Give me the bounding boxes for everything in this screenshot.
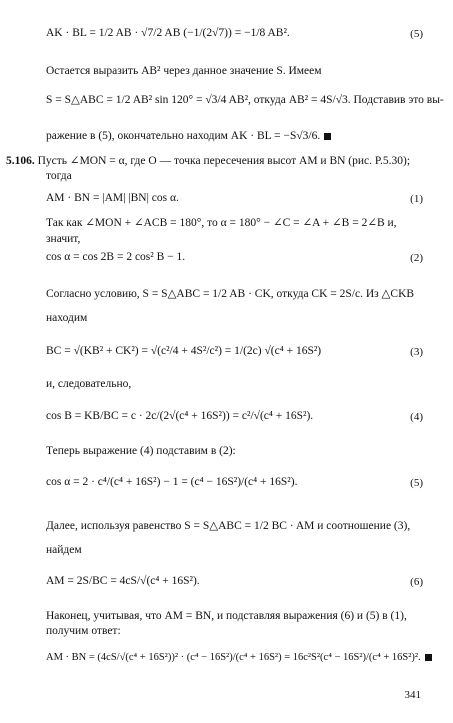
equation-line: AM · BN = (4cS/√(c⁴ + 16S²))² · (c⁴ − 16S²)/(c⁴ + 16S²) = 16c²S²(c⁴ − 16S²)/(c⁴ + 16S²)².	[46, 653, 432, 664]
text-line: тогда	[46, 170, 72, 182]
text-line: Далее, используя равенство S = S△ABC = 1/2 BC · AM и соотношение (3),	[46, 520, 411, 532]
text-line: находим	[46, 312, 88, 324]
text-line: Остается выразить AB² через данное значение S. Имеем	[46, 65, 322, 77]
equation-line: AK · BL = 1/2 AB · √7/2 AB (−1/(2√7)) = −1/8 AB².	[46, 27, 290, 39]
equation-number: (1)	[410, 193, 423, 205]
equation-line: BC = √(KB² + CK²) = √(c²/4 + 4S²/c²) = 1/(2c) √(c⁴ + 16S²)	[46, 345, 322, 357]
problem-start-line: 5.106. Пусть ∠MON = α, где O — точка пересечения высот AM и BN (рис. P.5.30);	[6, 155, 411, 167]
qed-square-icon	[324, 133, 331, 140]
equation-line: cos B = KB/BC = c · 2c/(2√(c⁴ + 16S²)) = c²/√(c⁴ + 16S²).	[46, 410, 314, 422]
text-line: найдем	[46, 544, 82, 556]
problem-number: 5.106.	[6, 155, 35, 167]
equation-number: (5)	[410, 477, 423, 489]
equation-number: (3)	[410, 346, 423, 358]
equation-number: (6)	[410, 576, 423, 588]
page-number: 341	[404, 689, 421, 701]
equation-line: cos α = 2 · c⁴/(c⁴ + 16S²) − 1 = (c⁴ − 16S²)/(c⁴ + 16S²).	[46, 476, 298, 488]
equation-number: (4)	[410, 411, 423, 423]
equation-number: (2)	[410, 252, 423, 264]
text-line: ражение в (5), окончательно находим AK · BL = −S√3/6.	[46, 131, 331, 143]
equation-number: (5)	[410, 28, 423, 40]
text-line: Теперь выражение (4) подставим в (2):	[46, 445, 236, 457]
text-line: получим ответ:	[46, 625, 121, 637]
qed-square-icon	[425, 654, 432, 661]
text-line: значит,	[46, 233, 81, 245]
text-line: Так как ∠MON + ∠ACB = 180°, то α = 180° − ∠C = ∠A + ∠B = 2∠B и,	[46, 217, 397, 229]
text-line: Согласно условию, S = S△ABC = 1/2 AB · CK, откуда CK = 2S/c. Из △CKB	[46, 288, 415, 300]
text-line: и, следовательно,	[46, 378, 132, 390]
equation-line: AM · BN = |AM| |BN| cos α.	[46, 192, 179, 204]
equation-line: cos α = cos 2B = 2 cos² B − 1.	[46, 251, 186, 263]
text-line: Наконец, учитывая, что AM = BN, и подставляя выражения (6) и (5) в (1),	[46, 610, 407, 622]
text-line: S = S△ABC = 1/2 AB² sin 120° = √3/4 AB², откуда AB² = 4S/√3. Подставив это вы-	[46, 94, 444, 106]
equation-line: AM = 2S/BC = 4cS/√(c⁴ + 16S²).	[46, 575, 200, 587]
